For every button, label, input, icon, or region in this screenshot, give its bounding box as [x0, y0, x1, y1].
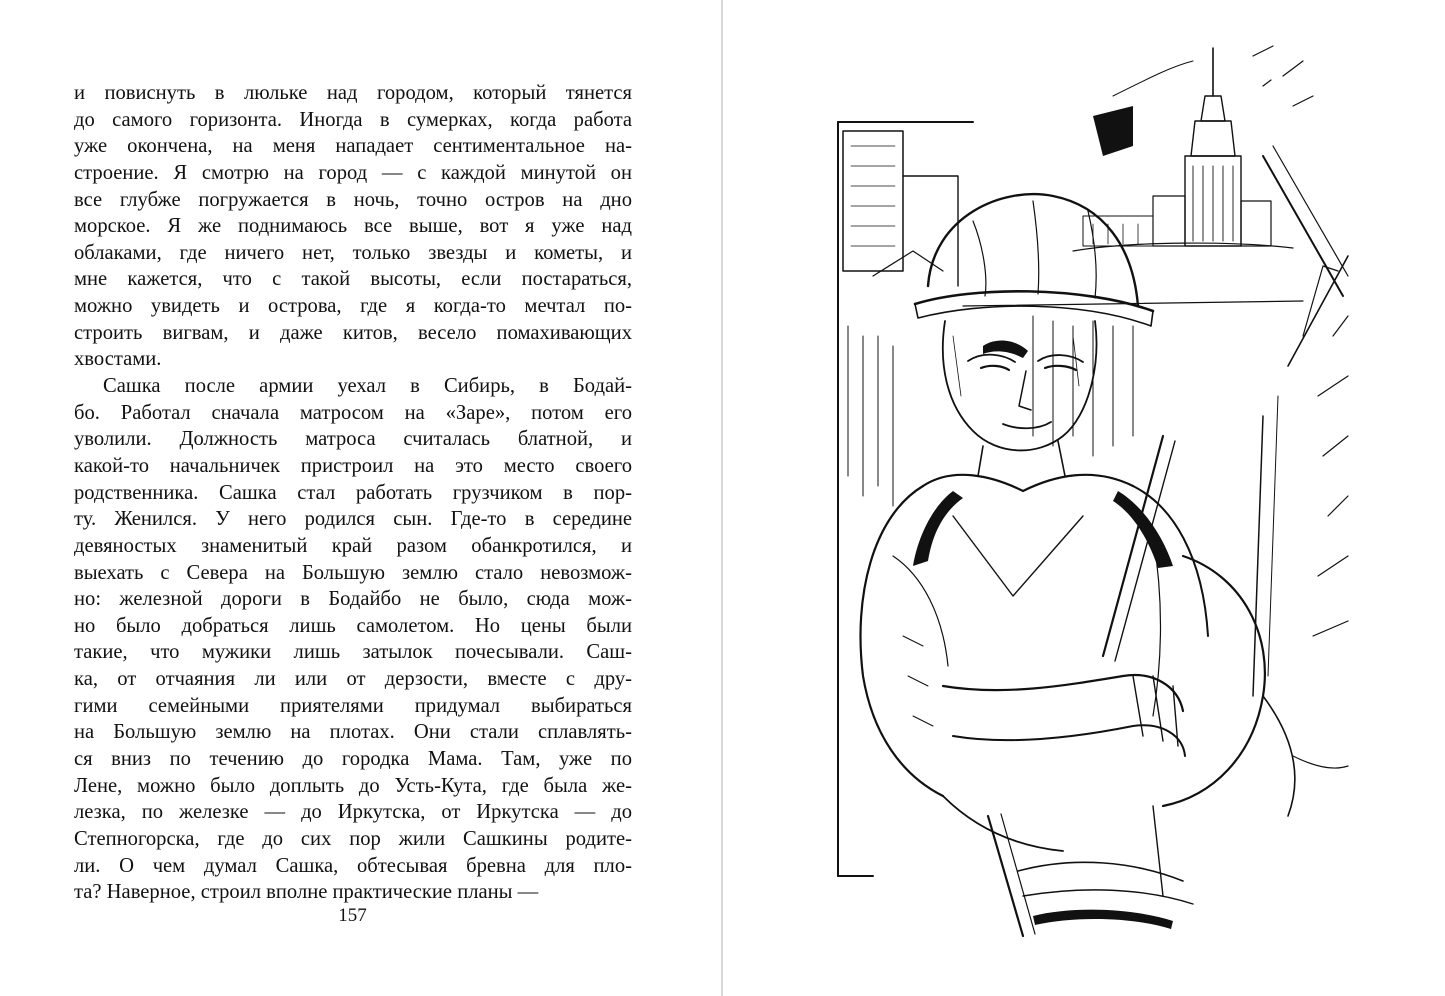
text-line: Лене, можно было доплыть до Усть-Кута, где была же-: [74, 774, 632, 797]
text-line: лезка, по железке — до Иркутска, от Иркутска — до: [74, 801, 632, 824]
text-line: родственника. Сашка стал работать грузчиком в пор-: [74, 481, 632, 504]
text-line: морское. Я же поднимаюсь все выше, вот я уже над: [74, 215, 632, 238]
paragraph: [74, 373, 632, 906]
left-page: [0, 0, 721, 996]
text-line: облаками, где ничего нет, только звезды и кометы, и: [74, 241, 632, 264]
body-text: [74, 80, 632, 906]
text-line: девяностых знаменитый край разом обанкротился, и: [74, 534, 632, 557]
text-line: уволили. Должность матроса считалась блатной, и: [74, 428, 632, 451]
text-line: ка, от отчаяния ли или от дерзости, вместе с дру-: [74, 668, 632, 691]
text-line: ту. Женился. У него родился сын. Где-то в середине: [74, 508, 632, 531]
text-line: можно увидеть и острова, где я когда-то мечтал по-: [74, 295, 632, 318]
text-line: до самого горизонта. Иногда в сумерках, когда работа: [74, 108, 632, 131]
text-line: строить вигвам, и даже китов, весело помахивающих: [74, 321, 632, 344]
text-line: и повиснуть в люльке над городом, который тянется: [74, 82, 632, 104]
text-line: бо. Работал сначала матросом на «Заре», потом его: [74, 401, 632, 424]
text-line: гими семейными приятелями придумал выбираться: [74, 694, 632, 717]
worker-illustration-drawing: [833, 36, 1353, 951]
text-line: та? Наверное, строил вполне практические планы —: [74, 881, 539, 904]
text-line: но было добраться лишь самолетом. Но цены были: [74, 614, 632, 637]
text-line: все глубже погружается в ночь, точно остров на дно: [74, 188, 632, 211]
text-line: на Большую землю на плотах. Они стали сплавлять-: [74, 721, 632, 744]
illustration: [833, 36, 1353, 951]
text-line: ли. О чем думал Сашка, обтесывая бревна для пло-: [74, 854, 632, 877]
text-line: хвостами.: [74, 348, 162, 371]
text-line: но: железной дороги в Бодайбо не было, сюда мож-: [74, 588, 632, 611]
text-line: мне кажется, что с такой высоты, если постараться,: [74, 268, 632, 291]
text-line: Степногорска, где до сих пор жили Сашкины родите-: [74, 827, 632, 850]
text-line: ся вниз по течению до городка Мама. Там, уже по: [74, 748, 632, 771]
right-page: [723, 0, 1445, 996]
text-line: какой-то начальничек пристроил на это место своего: [74, 454, 632, 477]
text-line: выехать с Севера на Большую землю стало невозмож-: [74, 561, 632, 584]
text-line: уже окончена, на меня нападает сентиментальное на-: [74, 135, 632, 158]
text-line: строение. Я смотрю на город — с каждой минутой он: [74, 161, 632, 184]
text-line: такие, что мужики лишь затылок почесывали. Саш-: [74, 641, 632, 664]
text-line: Сашка после армии уехал в Сибирь, в Бодай-: [103, 375, 632, 398]
paragraph: [74, 80, 632, 373]
page-number: 157: [338, 905, 367, 926]
